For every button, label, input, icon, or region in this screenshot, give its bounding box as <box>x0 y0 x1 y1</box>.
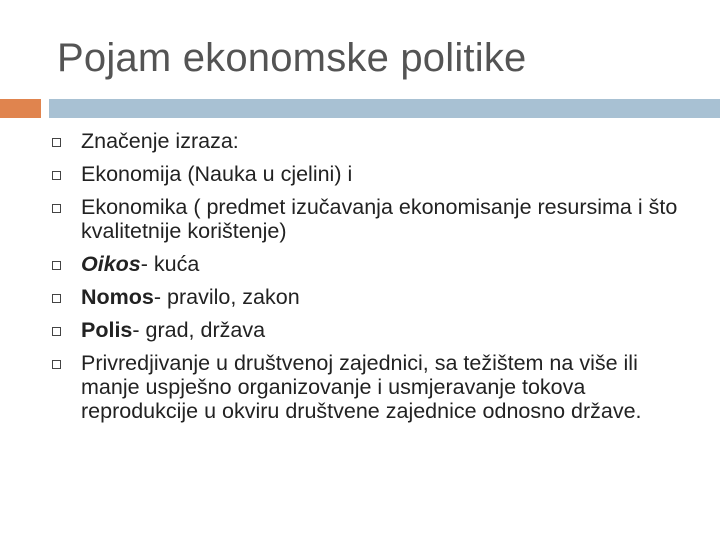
list-item <box>50 129 690 153</box>
bullet-text: Ekonomija (Nauka u cjelini) i <box>81 162 353 186</box>
square-bullet-icon <box>52 261 61 270</box>
bullet-term: Polis <box>81 318 133 342</box>
square-bullet-icon <box>52 294 61 303</box>
title-divider-bar <box>49 99 720 118</box>
slide-title: Pojam ekonomske politike <box>57 36 527 80</box>
list-item <box>50 252 690 276</box>
square-bullet-icon <box>52 360 61 369</box>
bullet-text: Značenje izraza: <box>81 129 239 153</box>
list-item <box>50 285 690 309</box>
bullet-text: - grad, država <box>132 318 266 342</box>
bullet-text: - pravilo, zakon <box>153 285 300 309</box>
square-bullet-icon <box>52 171 61 180</box>
list-item <box>50 195 690 243</box>
bullet-term: Oikos <box>81 252 141 276</box>
bullet-list <box>50 129 690 432</box>
square-bullet-icon <box>52 204 61 213</box>
bullet-text: - kuća <box>140 252 200 276</box>
accent-bar <box>0 99 41 118</box>
square-bullet-icon <box>52 327 61 336</box>
list-item <box>50 351 690 423</box>
list-item <box>50 162 690 186</box>
bullet-text: Privredjivanje u društvenoj zajednici, sa težištem na više ili manje uspješno organizovanje i usmjeravanje tokova reprodukcije u okviru društvene zajednice odnosno države. <box>81 351 642 423</box>
bullet-term: Nomos <box>81 285 154 309</box>
bullet-text: Ekonomika ( predmet izučavanja ekonomisanje resursima i što kvalitetnije korištenje) <box>81 195 678 243</box>
square-bullet-icon <box>52 138 61 147</box>
list-item <box>50 318 690 342</box>
